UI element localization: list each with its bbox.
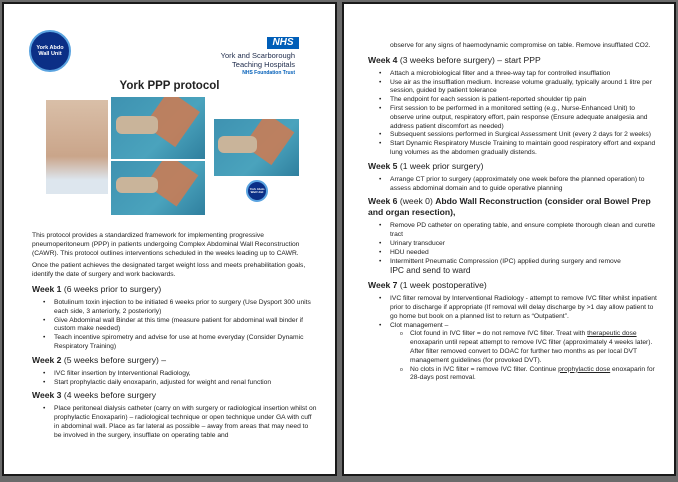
bullet-list: [40, 405, 317, 440]
text: Clot found in IVC filter = do not remove IVC filter. Treat with: [410, 330, 588, 338]
text: NHS Foundation Trust: [242, 70, 295, 76]
bullet-list: [376, 295, 658, 383]
text: (5 weeks before surgery) –: [61, 354, 167, 365]
list-item: • IVC filter insertion by Interventional Radiology,: [40, 370, 317, 379]
week-1-heading: [32, 284, 317, 295]
text: Week 3: [32, 390, 62, 401]
text: (1 week postoperative): [397, 280, 487, 291]
week-3-heading: [32, 390, 317, 401]
week-5-heading: [368, 161, 658, 172]
text: (3 weeks before surgery) – start PPP: [397, 54, 541, 65]
bullet-list: [376, 222, 658, 277]
text: York Abdo Wall Unit: [36, 44, 64, 57]
list-item: • Arrange CT prior to surgery (approximately one week before the planned operation) to assess abdominal domain and to guide operative planning: [376, 176, 658, 194]
text: prophylactic dose: [558, 365, 611, 373]
text: (6 weeks prior to surgery): [61, 283, 162, 294]
text: enoxaparin for 28-days post removal.: [410, 365, 655, 382]
list-item: • Place peritoneal dialysis catheter (carry on with surgery or radiological insertion whilst on prophylactic Enoxaparin) – radiological technique or open technique under GA with cuff in abdominal wall. Place as far lateral as possible – away from areas that may need to be involved in the surgery, insufflate on operating table and: [40, 405, 317, 440]
text: Week 2: [32, 354, 62, 365]
text: enoxaparin until repeat attempt to remove IVC filter (approximately 4 weeks later). After filter removed convert to DOAC for further two months as per local DVT management guidelines (for provoked DVT).: [410, 339, 653, 364]
page-1-body: [32, 232, 317, 443]
text: (4 weeks before surgery: [61, 390, 157, 401]
trust-name: [221, 52, 295, 78]
text: Week 1: [32, 283, 62, 294]
small-unit-logo: [246, 180, 268, 202]
page-1: [2, 2, 337, 476]
list-item: [376, 330, 658, 365]
text: Once the patient achieves the designated target weight loss and meets prehabilitation goals, identify the date of surgery and work backwards.: [32, 262, 306, 279]
text: York Abdo Wall Unit: [249, 186, 265, 194]
week-7-heading: [368, 280, 658, 291]
text: This protocol provides a standardized framework for implementing progressive pneumoperitoneum (PPP) in patients undergoing Complex Abdominal Wall Reconstruction (CAWR). This protocol outlines interventions scheduled in the weeks leading up to CAWR.: [32, 232, 300, 257]
list-item: • First session to be performed in a monitored setting (e.g., Nurse-Enhanced Unit) to observe urine output, respiratory effort, pain response (Ensure adequate analgesia and address patient discomfort as needed): [376, 105, 658, 131]
week-2-heading: [32, 355, 317, 366]
york-abdo-wall-unit-logo: [29, 30, 71, 72]
text: Abdo Wall Reconstruction (consider oral Bowel Prep and organ resection),: [368, 196, 651, 218]
list-item: • Use air as the insufflation medium. Increase volume gradually, typically around 1 litre per session, guided by patient tolerance: [376, 79, 658, 97]
text: Teaching Hospitals: [232, 59, 295, 69]
list-item: • The endpoint for each session is patient-reported shoulder tip pain: [376, 96, 658, 105]
list-item: • Urinary transducer: [376, 240, 658, 249]
list-item: • Subsequent sessions performed in Surgical Assessment Unit (every 2 days for 2 weeks): [376, 131, 658, 140]
text: Week 7: [368, 280, 398, 291]
text: (week 0): [397, 196, 436, 207]
list-item: • Remove PD catheter on operating table, and ensure complete thorough clean and curette tract: [376, 222, 658, 240]
list-item: [376, 258, 658, 278]
list-item: • Attach a microbiological filter and a three-way tap for controlled insufflation: [376, 70, 658, 79]
bullet-list: [376, 176, 658, 194]
list-item: • HDU needed: [376, 249, 658, 258]
text: (1 week prior surgery): [397, 160, 484, 171]
text: Week 6: [368, 196, 398, 207]
list-item: • Start Dynamic Respiratory Muscle Training to maintain good respiratory effort and expand lung volumes as the abdomen gradually distends.: [376, 140, 658, 158]
bullet-list: [40, 370, 317, 388]
bullet-list: [376, 70, 658, 158]
text: observe for any signs of haemodynamic compromise on table. Remove insufflated CO2.: [390, 42, 651, 49]
text: No clots in IVC filter = remove IVC filter. Continue: [410, 365, 559, 373]
insufflation-photo-2: [111, 161, 205, 215]
list-item: • Clot management –: [376, 322, 658, 331]
text: Intermittent Pneumatic Compression (IPC) applied during surgery and remove: [390, 257, 621, 265]
week-6-heading: [368, 196, 658, 218]
text: Week 4: [368, 54, 398, 65]
text: therapeutic dose: [587, 330, 637, 338]
patient-abdomen-photo: [46, 100, 108, 194]
list-item: • Give Abdominal wall Binder at this time (measure patient for abdominal wall binder if custom make needed): [40, 317, 317, 335]
page-title: York PPP protocol: [119, 80, 220, 92]
week-4-heading: [368, 55, 658, 66]
page-2-body: [368, 42, 658, 385]
page-2: [342, 2, 676, 476]
insufflation-photo-1: [111, 97, 205, 159]
list-item: • Teach incentive spirometry and advise for use at home everyday (Consider Dynamic Respiratory Training): [40, 334, 317, 352]
nhs-logo: NHS: [267, 37, 299, 49]
list-item: • Start prophylactic daily enoxaparin, adjusted for weight and renal function: [40, 379, 317, 388]
text: Week 5: [368, 160, 398, 171]
bullet-list: [40, 299, 317, 352]
text: IPC and send to ward: [390, 265, 471, 276]
list-item: • Botulinum toxin injection to be initiated 6 weeks prior to surgery (Use Dysport 300 units each side, 3 anteriorly, 2 posteriorly): [40, 299, 317, 317]
insufflation-photo-3: [214, 119, 299, 176]
text: York and Scarborough: [220, 51, 295, 60]
list-item: • IVC filter removal by Interventional Radiology - attempt to remove IVC filter whilst inpatient prior to discharge if appropriate (If removal will delay discharge by >1 day allow patient to go home but book on a planned list to return as “Outpatient”.: [376, 295, 658, 321]
list-item: [376, 366, 658, 384]
